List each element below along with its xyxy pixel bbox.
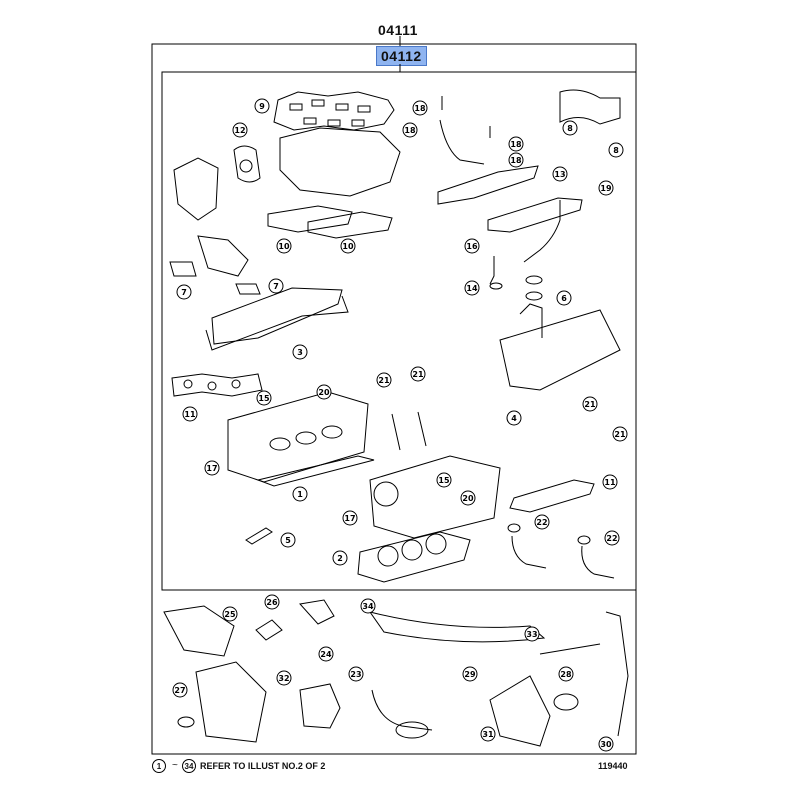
cylinder-head-sketch: [228, 392, 368, 482]
seal-26-sketch: [256, 620, 282, 640]
gasket-7a-sketch: [170, 262, 196, 276]
callout-number: 6: [561, 294, 567, 303]
callout-30[interactable]: [599, 737, 613, 751]
callout-number: 29: [464, 670, 476, 679]
callout-number: 18: [510, 140, 522, 149]
callout-number: 7: [273, 282, 279, 291]
callout-number: 32: [278, 674, 290, 683]
hose-22b-sketch: [582, 546, 614, 578]
ref-range-tilde: ~: [172, 760, 178, 771]
plenum-gasket-sketch: [280, 128, 400, 196]
callout-26[interactable]: [265, 595, 279, 609]
callout-number: 5: [285, 536, 291, 545]
callout-number: 31: [482, 730, 494, 739]
callout-number: 17: [344, 514, 356, 523]
illustration-number: 119440: [598, 761, 628, 771]
gasket-9-sketch: [274, 92, 394, 130]
callout-number: 10: [342, 242, 354, 251]
callout-number: 9: [259, 102, 265, 111]
callout-15[interactable]: [257, 391, 271, 405]
callout-number: 15: [438, 476, 450, 485]
kit-code-inner-highlighted[interactable]: 04112: [376, 46, 427, 66]
callout-number: 26: [266, 598, 278, 607]
callout-20[interactable]: [317, 385, 331, 399]
callout-2[interactable]: [333, 551, 347, 565]
callout-22[interactable]: [605, 531, 619, 545]
kit-code-outer[interactable]: 04111: [378, 22, 418, 38]
kit-frame: [162, 72, 636, 590]
callout-18[interactable]: [413, 101, 427, 115]
callout-21[interactable]: [411, 367, 425, 381]
callout-25[interactable]: [223, 607, 237, 621]
callout-number: 20: [318, 388, 330, 397]
callout-21[interactable]: [377, 373, 391, 387]
callout-10[interactable]: [341, 239, 355, 253]
ref-note: REFER TO ILLUST NO.2 OF 2: [200, 761, 326, 771]
callout-number: 4: [511, 414, 517, 423]
bracket-34-sketch: [300, 600, 334, 624]
callout-32[interactable]: [277, 671, 291, 685]
callout-23[interactable]: [349, 667, 363, 681]
callout-number: 21: [614, 430, 626, 439]
clip-16-sketch: [490, 256, 494, 284]
callout-34[interactable]: [361, 599, 375, 613]
callout-number: 21: [584, 400, 596, 409]
hose-22a-sketch: [512, 536, 546, 568]
callout-number: 18: [510, 156, 522, 165]
rear-seal-sketch: [490, 676, 550, 746]
callout-20[interactable]: [461, 491, 475, 505]
callout-15[interactable]: [437, 473, 451, 487]
callout-number: 19: [600, 184, 612, 193]
callout-12[interactable]: [233, 123, 247, 137]
callout-18[interactable]: [403, 123, 417, 137]
callout-number: 13: [554, 170, 566, 179]
callout-19[interactable]: [599, 181, 613, 195]
callout-number: 30: [600, 740, 612, 749]
callout-number: 23: [350, 670, 362, 679]
pipe-18-sketch: [440, 120, 484, 164]
callout-8[interactable]: [563, 121, 577, 135]
hose-sketch: [524, 200, 560, 262]
callout-number: 12: [234, 126, 246, 135]
callout-number: 11: [184, 410, 196, 419]
callout-17[interactable]: [343, 511, 357, 525]
dipstick-tube-sketch: [606, 612, 628, 736]
callout-16[interactable]: [465, 239, 479, 253]
callout-number: 16: [466, 242, 478, 251]
callout-number: 15: [258, 394, 270, 403]
callout-28[interactable]: [559, 667, 573, 681]
callout-number: 1: [297, 490, 303, 499]
callout-number: 24: [320, 650, 332, 659]
callout-8[interactable]: [609, 143, 623, 157]
cover-4-sketch: [500, 310, 620, 390]
gasket-10a-sketch: [268, 206, 352, 232]
callout-number: 18: [414, 104, 426, 113]
callout-number: 10: [278, 242, 290, 251]
clip-5-sketch: [246, 528, 272, 544]
callout-number: 33: [526, 630, 538, 639]
gasket-11b-sketch: [510, 480, 594, 512]
gasket-1-sketch: [258, 456, 374, 486]
callout-number: 20: [462, 494, 474, 503]
callout-11[interactable]: [183, 407, 197, 421]
callout-number: 21: [412, 370, 424, 379]
gasket-11a-sketch: [172, 374, 262, 396]
callout-7[interactable]: [177, 285, 191, 299]
callout-29[interactable]: [463, 667, 477, 681]
callout-33[interactable]: [525, 627, 539, 641]
part-sketches: [164, 90, 628, 746]
engine-block-sketch: [370, 456, 500, 538]
pipe-8-sketch: [560, 90, 620, 124]
callout-5[interactable]: [281, 533, 295, 547]
callout-10[interactable]: [277, 239, 291, 253]
gasket-3-sketch: [212, 288, 342, 344]
callout-1[interactable]: [293, 487, 307, 501]
seal-12-sketch: [234, 146, 260, 182]
callout-9[interactable]: [255, 99, 269, 113]
callout-number: 34: [362, 602, 374, 611]
callout-21[interactable]: [583, 397, 597, 411]
oil-pan-gasket-sketch: [370, 612, 544, 642]
rail-sketch: [438, 166, 538, 204]
callout-number: 3: [297, 348, 303, 357]
callout-layer: [173, 99, 627, 751]
callout-17[interactable]: [205, 461, 219, 475]
callout-number: 7: [181, 288, 187, 297]
callout-number: 28: [560, 670, 572, 679]
callout-27[interactable]: [173, 683, 187, 697]
callout-number: 27: [174, 686, 186, 695]
callout-7[interactable]: [269, 279, 283, 293]
bracket-left-sketch: [174, 158, 218, 220]
callout-number: 8: [567, 124, 573, 133]
callout-14[interactable]: [465, 281, 479, 295]
callout-13[interactable]: [553, 167, 567, 181]
callout-number: 21: [378, 376, 390, 385]
outer-frame: [152, 44, 636, 754]
callout-number: 22: [536, 518, 548, 527]
callout-number: 22: [606, 534, 618, 543]
oil-pump-sketch: [196, 662, 266, 742]
gasket-7b-sketch: [236, 284, 260, 294]
gasket-10b-sketch: [308, 212, 392, 238]
callout-31[interactable]: [481, 727, 495, 741]
callout-number: 14: [466, 284, 478, 293]
callout-number: 25: [224, 610, 236, 619]
bracket-24-sketch: [300, 684, 340, 728]
callout-21[interactable]: [613, 427, 627, 441]
callout-4[interactable]: [507, 411, 521, 425]
callout-18[interactable]: [509, 137, 523, 151]
callout-number: 2: [337, 554, 343, 563]
ref-start-number: 1: [152, 759, 166, 773]
cap-6-sketch: [526, 276, 542, 284]
callout-number: 18: [404, 126, 416, 135]
callout-24[interactable]: [319, 647, 333, 661]
callout-3[interactable]: [293, 345, 307, 359]
callout-18[interactable]: [509, 153, 523, 167]
gasket-2-sketch: [358, 532, 470, 582]
callout-22[interactable]: [535, 515, 549, 529]
callout-6[interactable]: [557, 291, 571, 305]
callout-11[interactable]: [603, 475, 617, 489]
callout-number: 17: [206, 464, 218, 473]
ref-end-number: 34: [182, 759, 196, 773]
callout-number: 11: [604, 478, 616, 487]
callout-number: 8: [613, 146, 619, 155]
